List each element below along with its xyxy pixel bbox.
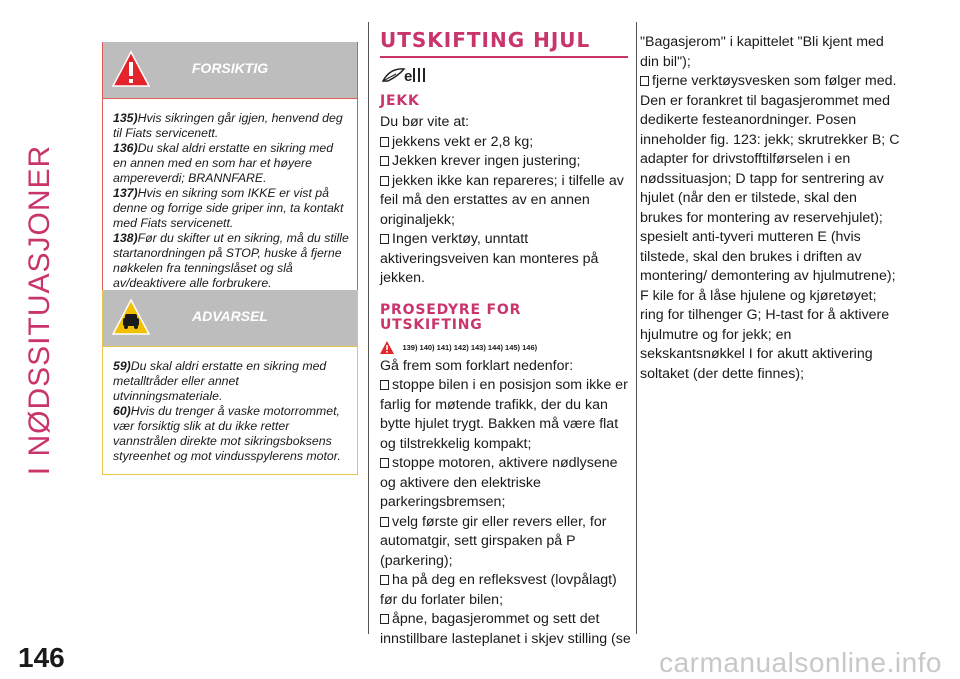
- procedure-heading: PROSEDYRE FOR UTSKIFTING: [380, 301, 522, 333]
- checkbox-bullet-icon: [380, 614, 389, 624]
- checkbox-bullet-icon: [380, 137, 389, 147]
- warning-item: 60)Hvis du trenger å vaske motorrommet, vær forsiktig slik at du ikke retter vannstrålen direkte mot sikringsboksens styreenhet og mot vindusspylerens motor.: [113, 404, 341, 463]
- checkbox-bullet-icon: [380, 176, 389, 186]
- page-number: 146: [18, 642, 65, 673]
- caution-item: 135)Hvis sikringen går igjen, henvend deg til Fiats servicenett.: [113, 111, 343, 140]
- warning-box: [102, 290, 358, 475]
- list-item: jekkens vekt er 2,8 kg;: [380, 133, 632, 153]
- danger-small-icon: [380, 341, 394, 354]
- checkbox-bullet-icon: [380, 517, 389, 527]
- checkbox-bullet-icon: [380, 575, 389, 585]
- list-item: stoppe bilen i en posisjon som ikke er farlig for møtende trafikk, der du kan bytte hjulet trygt. Bakken må være flat og tilstrekkelig kompakt;: [380, 377, 628, 452]
- warning-box-body: [103, 346, 357, 474]
- procedure-refs: 139) 140) 141) 142) 143) 144) 145) 146): [402, 342, 538, 352]
- svg-text:e: e: [404, 68, 413, 85]
- caution-box-header: [103, 42, 357, 98]
- right-column: [640, 33, 900, 384]
- list-item: fjerne verktøysvesken som følger med. Den er forankret til bagasjerommet med dedikerte festeanordninger. Posen inneholder fig. 123: jekk; skrutrekker B; C adapter for drivstofftilførselen i en nødssituasjon; D tapp for sentrering av hjulet (når den er tilstede, skal den brukes for montering av reservehjulet); spesielt anti-tyveri mutteren E (hvis tilstede, skal den brukes i driften av montering/ demontering av hjulmutrene); F kile for å låse hjulene og kjøretøyet; ring for tilhenger G; H-tast for å aktivere hjulmutre og for jekk; en sekskantsnøkkel I for akutt aktivering soltaket (der dette finnes);: [640, 73, 900, 382]
- warning-item: 59)Du skal aldri erstatte en sikring med metalltråder eller annet utvinningsmateriale.: [113, 359, 327, 403]
- caution-box: [102, 42, 358, 302]
- caution-item: 137)Hvis en sikring som IKKE er vist på denne og forrige side griper inn, ta kontakt med Fiats servicenett.: [113, 186, 344, 230]
- section-title: UTSKIFTING HJUL: [380, 28, 591, 52]
- checkbox-bullet-icon: [380, 458, 389, 468]
- list-item: åpne, bagasjerommet og sett det innstillbare lasteplanet i skjev stilling (se: [380, 611, 631, 647]
- eco-leaf-icon: [380, 64, 432, 86]
- list-item: stoppe motoren, aktivere nødlysene og aktivere den elektriske parkeringsbremsen;: [380, 455, 618, 510]
- list-item: Ingen verktøy, unntatt aktiveringsveiven kan monteres på jekken.: [380, 231, 599, 286]
- caution-item: 136)Du skal aldri erstatte en sikring med en annen med en som har et høyere ampereverdi; BRANNFARE.: [113, 141, 334, 185]
- caution-heading: FORSIKTIG: [191, 60, 269, 76]
- caution-item: 138)Før du skifter ut en sikring, må du stille startanordningen på STOP, huske å fjerne nøkkelen fra tenningslåset og slå av/deaktivere alle forbrukere.: [113, 231, 349, 290]
- caution-box-body: [103, 98, 357, 301]
- warning-box-header: [103, 290, 357, 346]
- procedure-refs-row: [380, 339, 632, 357]
- checkbox-bullet-icon: [380, 234, 389, 244]
- column-divider: [368, 22, 369, 634]
- checkbox-bullet-icon: [380, 156, 389, 166]
- list-item: Jekken krever ingen justering;: [380, 152, 632, 172]
- title-underline: [380, 56, 628, 58]
- jekk-intro: Du bør vite at:: [380, 114, 470, 130]
- warning-heading: ADVARSEL: [192, 308, 268, 324]
- list-item: jekken ikke kan repareres; i tilfelle av feil må den erstattes av en annen originaljekk;: [380, 172, 624, 228]
- procedure-intro: Gå frem som forklart nedenfor:: [380, 357, 574, 374]
- column-divider: [636, 22, 637, 634]
- checkbox-bullet-icon: [640, 76, 649, 86]
- checkbox-bullet-icon: [380, 380, 389, 390]
- list-item: ha på deg en refleksvest (lovpålagt) før du forlater bilen;: [380, 572, 617, 608]
- continued-text: "Bagasjerom" i kapittelet "Bli kjent med din bil");: [640, 34, 884, 70]
- chapter-side-title: [20, 20, 60, 600]
- middle-column: [380, 28, 632, 649]
- jekk-heading: JEKK: [380, 93, 420, 109]
- list-item: velg første gir eller revers eller, for automatgir, sett girspaken på P (parkering);: [380, 513, 607, 569]
- watermark: carmanualsonline.info: [659, 647, 942, 678]
- chapter-title-text: I NØDSSITUASJONER: [23, 144, 56, 476]
